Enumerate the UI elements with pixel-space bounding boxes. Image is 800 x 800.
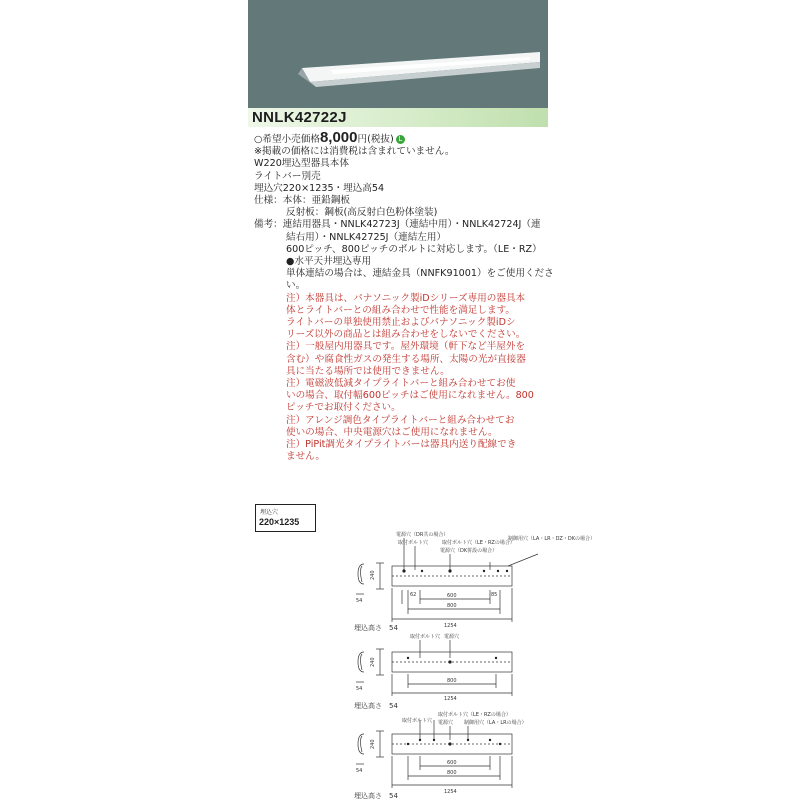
diagram-label: 電源穴	[438, 720, 454, 726]
price-prefix: ○希望小売価格	[254, 134, 320, 145]
cutout-size: 220×1235	[259, 517, 300, 527]
diagram-caption: 埋込高さ 54	[354, 624, 398, 632]
spec-text	[254, 129, 554, 463]
diagram-label: 電源穴（DK併設の場合）	[440, 548, 498, 554]
diagram-dim: 240	[370, 739, 376, 749]
dimension-diagram-3	[340, 710, 560, 800]
remark-line-4: ●水平天井埋込専用	[286, 256, 372, 268]
caution-line: ライトバーの単独使用禁止およびパナソニック製iDシ	[286, 317, 516, 329]
diagram-label: 制御用穴（LA・LRの場合）	[464, 720, 527, 726]
caution-line: 注）電磁波低減タイプライトバーと組み合わせてお使	[286, 378, 516, 390]
lamp-image	[290, 52, 540, 96]
eco-badge-icon: L	[396, 135, 405, 144]
price-line	[254, 129, 554, 146]
remark-line-6: い。	[286, 280, 306, 292]
caution-line: 注）一般屋内用器具です。屋外環境（軒下など半屋外を	[286, 341, 526, 353]
size-line: 埋込穴220×1235・埋込高54	[254, 182, 385, 194]
lightbar-note: ライトバー別売	[254, 170, 321, 182]
spec-body: 仕様：本体：亜鉛鋼板	[254, 195, 350, 207]
spec-reflector: 反射板：鋼板(高反射白色粉体塗装)	[286, 207, 438, 219]
model-number: NNLK42722J	[252, 109, 347, 126]
diagram-caption: 埋込高さ 54	[354, 792, 398, 800]
remark-line-2: 結右用）・NNLK42725J（連結左用）	[286, 231, 447, 243]
diagram-dim: 600	[447, 593, 457, 599]
caution-line: 体とライトバーとの組み合わせで性能を満足します。	[286, 304, 516, 316]
diagram-dim: 54	[356, 686, 363, 692]
diagram-dim: 600	[447, 760, 457, 766]
diagram-label: 取付ボルト穴	[410, 634, 441, 640]
diagram-dim: 800	[447, 770, 457, 776]
diagram-dim: 85	[491, 592, 498, 598]
price-value: 8,000	[319, 129, 358, 146]
diagram-label: 取付ボルト穴（LE・RZの場合）	[442, 540, 515, 546]
caution-line: 含む）や腐食性ガスの発生する場所、太陽の光が直接器	[286, 353, 526, 365]
tax-note: ※掲載の価格には消費税は含まれていません。	[254, 146, 455, 158]
diagram-label: 取付ボルト穴	[398, 540, 429, 546]
fixture-type: W220埋込型器具本体	[254, 158, 349, 170]
diagram-label: 電源穴（DR共の場合）	[396, 532, 449, 538]
remark-line-5: 単体連結の場合は、連結金具（NNFK91001）をご使用くださ	[286, 268, 554, 280]
caution-line: 注）PiPit調光タイプライトバーは器具内送り配線でき	[286, 439, 517, 451]
diagram-dim: 1254	[444, 789, 457, 795]
diagram-label: 取付ボルト穴	[402, 718, 433, 724]
caution-line: 使いの場合、中央電源穴はご使用になれません。	[286, 426, 498, 438]
caution-line: リーズ以外の商品とは組み合わせをしないでください。	[286, 329, 526, 341]
diagram-dim: 1254	[444, 623, 457, 629]
diagram-label: 電源穴	[444, 634, 460, 640]
diagram-label: 取付ボルト穴（LE・RZの場合）	[438, 712, 511, 718]
caution-line: ピッチでお取付ください。	[286, 402, 401, 414]
model-header	[248, 108, 548, 127]
diagram-dim: 54	[356, 768, 363, 774]
caution-notes	[254, 293, 554, 464]
diagram-dim: 800	[447, 603, 457, 609]
remark-line-1: 備考：連結用器具・NNLK42723J（連結中用）・NNLK42724J（連	[254, 219, 541, 231]
product-photo	[248, 0, 548, 108]
caution-line: 注）本器具は、パナソニック製iDシリーズ専用の器具本	[286, 292, 526, 304]
diagram-label: 制御用穴（LA・LR・DZ・DKの場合）	[508, 536, 595, 542]
diagram-dim: 62	[410, 592, 417, 598]
caution-line: 注）アレンジ調色タイプライトバーと組み合わせてお	[286, 414, 515, 426]
diagram-dim: 240	[370, 570, 376, 580]
caution-line: 具に当たる場所では使用できません。	[286, 365, 450, 377]
diagram-dim: 54	[356, 598, 363, 604]
cutout-label: 埋込穴	[260, 509, 279, 516]
caution-line: いの場合、取付幅600ピッチはご使用になれません。800	[286, 390, 534, 402]
diagram-dim: 240	[370, 657, 376, 667]
dimension-diagram-2	[340, 632, 560, 712]
remark-line-3: 600ピッチ、800ピッチのボルトに対応します。（LE・RZ）	[286, 243, 542, 255]
diagram-caption: 埋込高さ 54	[354, 702, 398, 710]
caution-line: ません。	[286, 451, 325, 463]
price-suffix: 円(税抜)	[357, 134, 394, 145]
cutout-size-box	[255, 504, 316, 532]
dimension-diagram-1	[340, 530, 595, 632]
diagram-dim: 800	[447, 678, 457, 684]
diagram-dim: 1254	[444, 696, 457, 702]
